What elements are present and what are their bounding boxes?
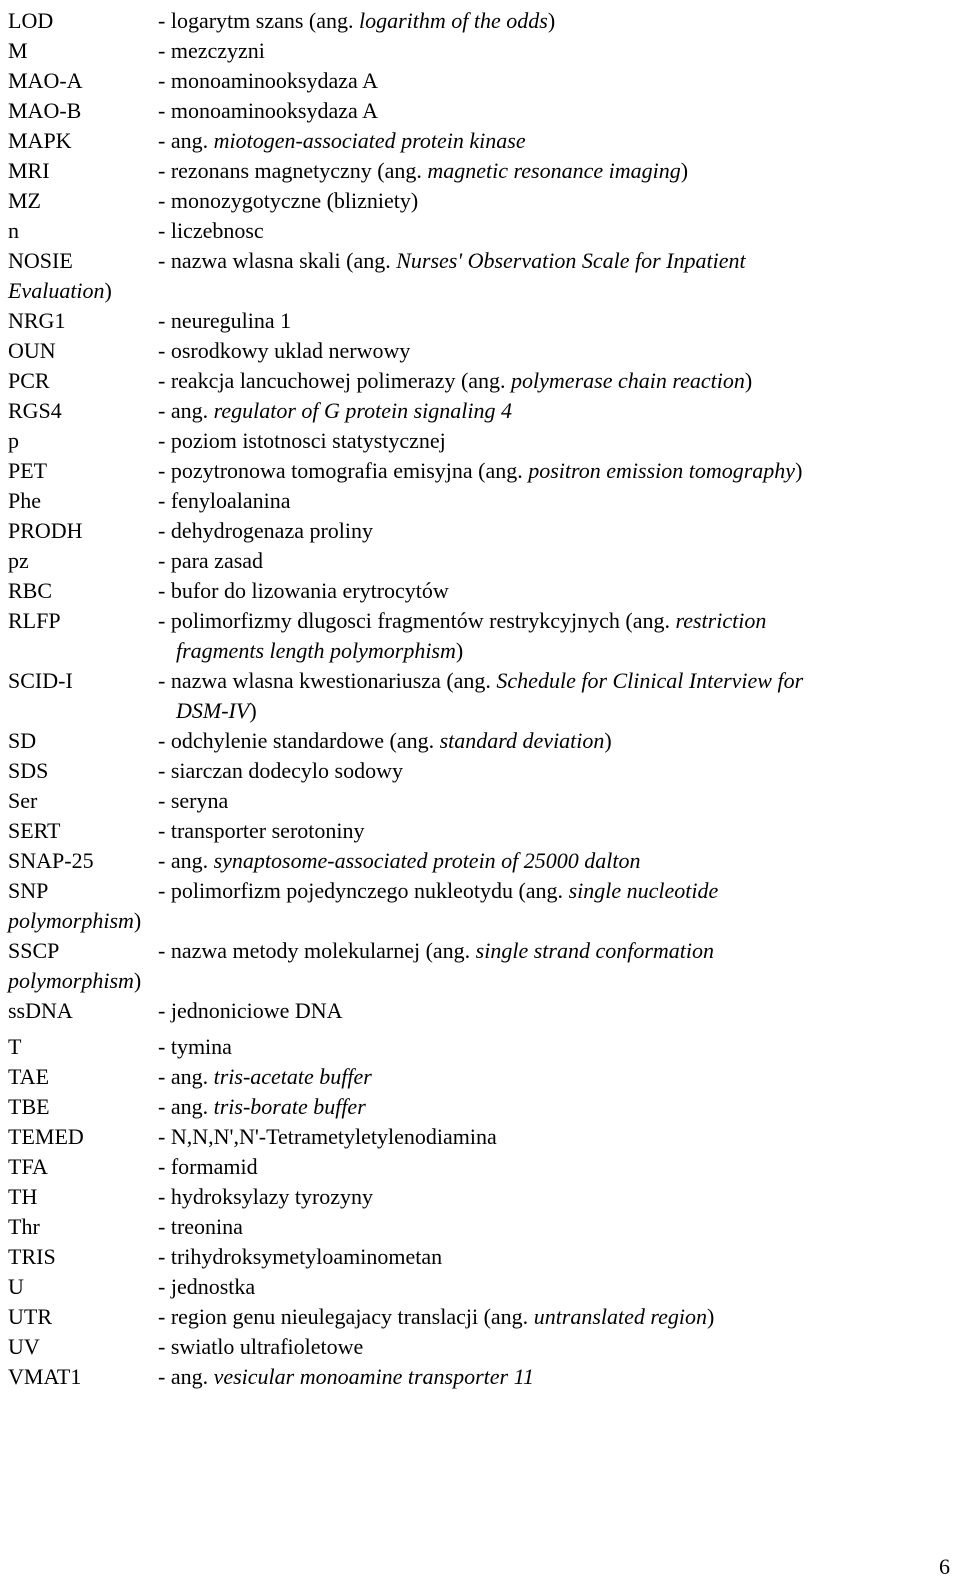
english-term: polymerase chain reaction <box>511 368 745 393</box>
definition-text: - N,N,N',N'-Tetrametyletylenodiamina <box>158 1124 497 1149</box>
definition-text: - ang. <box>158 1094 214 1119</box>
page-number: 6 <box>939 1554 950 1579</box>
abbreviation-definition <box>158 156 688 186</box>
abbreviation-term: TEMED <box>8 1124 84 1149</box>
definition-text: - nazwa wlasna skali (ang. <box>158 248 397 273</box>
definition-text: - neuregulina 1 <box>158 308 292 333</box>
english-term: synaptosome-associated protein of 25000 dalton <box>213 848 641 873</box>
definition-text: - tymina <box>158 1034 232 1059</box>
definition-text: - treonina <box>158 1214 243 1239</box>
definition-text: - dehydrogenaza proliny <box>158 518 374 543</box>
english-term-continued: DSM-IV <box>176 698 250 723</box>
english-term: tris-borate buffer <box>213 1094 366 1119</box>
english-term: regulator of G protein signaling 4 <box>213 398 513 423</box>
definition-text: - nazwa metody molekularnej (ang. <box>158 938 476 963</box>
english-term: standard deviation <box>439 728 605 753</box>
english-term: untranslated region <box>533 1304 708 1329</box>
abbreviation-term: PET <box>8 458 48 483</box>
definition-text: - siarczan dodecylo sodowy <box>158 758 403 783</box>
abbreviation-term: TAE <box>8 1064 50 1089</box>
abbreviation-definition <box>158 336 410 366</box>
abbreviation-definition <box>158 1362 534 1392</box>
closing-paren: ) <box>455 638 464 663</box>
abbreviation-definition <box>158 606 766 636</box>
definition-text: - region genu nieulegajacy translacji (ang. <box>158 1304 534 1329</box>
definition-text: - rezonans magnetyczny (ang. <box>158 158 428 183</box>
definition-text: - polimorfizm pojedynczego nukleotydu (ang. <box>158 878 569 903</box>
definition-text: - monoaminooksydaza A <box>158 98 378 123</box>
english-term-continued: polymorphism <box>8 908 134 933</box>
abbreviation-term: RBC <box>8 578 53 603</box>
definition-continuation <box>8 906 141 936</box>
english-term: miotogen-associated protein kinase <box>213 128 526 153</box>
abbreviation-term: MAO-A <box>8 68 83 93</box>
definition-text: - monozygotyczne (blizniety) <box>158 188 419 213</box>
abbreviation-definition <box>158 1302 714 1332</box>
abbreviation-definition <box>158 516 373 546</box>
definition-text: - mezczyzni <box>158 38 265 63</box>
abbreviation-term: TH <box>8 1184 38 1209</box>
abbreviation-term: SNP <box>8 878 49 903</box>
definition-text: - formamid <box>158 1154 258 1179</box>
abbreviation-term: PCR <box>8 368 50 393</box>
definition-text: - reakcja lancuchowej polimerazy (ang. <box>158 368 512 393</box>
abbreviation-definition <box>158 96 378 126</box>
definition-text: - hydroksylazy tyrozyny <box>158 1184 374 1209</box>
closing-paren: ) <box>133 968 142 993</box>
abbreviation-definition <box>158 1032 232 1062</box>
abbreviation-definition <box>158 546 263 576</box>
abbreviation-term: NOSIE <box>8 248 73 273</box>
definition-text: - ang. <box>158 1364 214 1389</box>
definition-continuation <box>8 276 112 306</box>
abbreviation-term: U <box>8 1274 24 1299</box>
abbreviation-term: MRI <box>8 158 50 183</box>
definition-continuation <box>8 966 141 996</box>
abbreviation-term: Ser <box>8 788 38 813</box>
english-term: Nurses' Observation Scale for Inpatient <box>396 248 746 273</box>
abbreviation-definition <box>158 126 526 156</box>
english-term: logarithm of the odds <box>359 8 548 33</box>
abbreviation-term: NRG1 <box>8 308 66 333</box>
abbreviation-term: TBE <box>8 1094 50 1119</box>
abbreviation-definition <box>158 66 378 96</box>
abbreviation-term: UTR <box>8 1304 52 1329</box>
abbreviation-term: SCID-I <box>8 668 73 693</box>
abbreviation-term: SNAP-25 <box>8 848 94 873</box>
abbreviation-definition <box>158 1332 363 1362</box>
definition-text: - transporter serotoniny <box>158 818 365 843</box>
definition-text: - bufor do lizowania erytrocytów <box>158 578 449 603</box>
definition-text: - nazwa wlasna kwestionariusza (ang. <box>158 668 497 693</box>
abbreviation-term: VMAT1 <box>8 1364 82 1389</box>
definition-text: - ang. <box>158 1064 214 1089</box>
closing-paren: ) <box>133 908 142 933</box>
definition-text: - ang. <box>158 848 214 873</box>
abbreviation-definition <box>158 816 365 846</box>
english-term: Schedule for Clinical Interview for <box>496 668 804 693</box>
abbreviation-term: SD <box>8 728 37 753</box>
definition-text: - poziom istotnosci statystycznej <box>158 428 446 453</box>
definition-text: - liczebnosc <box>158 218 264 243</box>
abbreviation-definition <box>158 1092 366 1122</box>
abbreviation-term: MAPK <box>8 128 72 153</box>
english-term: vesicular monoamine transporter 11 <box>213 1364 534 1389</box>
abbreviation-definition <box>158 726 612 756</box>
definition-continuation <box>176 696 257 726</box>
definition-text: - pozytronowa tomografia emisyjna (ang. <box>158 458 529 483</box>
definition-continuation <box>176 636 463 666</box>
abbreviation-definition <box>158 996 343 1026</box>
abbreviation-definition <box>158 576 449 606</box>
definition-text: - jednostka <box>158 1274 256 1299</box>
english-term: single nucleotide <box>568 878 719 903</box>
abbreviation-term: PRODH <box>8 518 83 543</box>
abbreviation-term: p <box>8 428 19 453</box>
definition-text: - swiatlo ultrafioletowe <box>158 1334 364 1359</box>
definition-text: - logarytm szans (ang. <box>158 8 359 33</box>
abbreviation-definition <box>158 216 264 246</box>
abbreviation-definition <box>158 846 641 876</box>
closing-paren: ) <box>707 1304 715 1329</box>
abbreviation-definition <box>158 666 803 696</box>
abbreviation-definition <box>158 486 291 516</box>
definition-text: - polimorfizmy dlugosci fragmentów restrykcyjnych (ang. <box>158 608 676 633</box>
abbreviation-term: M <box>8 38 28 63</box>
closing-paren: ) <box>795 458 803 483</box>
abbreviation-definition <box>158 456 802 486</box>
english-term-continued: Evaluation <box>8 278 105 303</box>
closing-paren: ) <box>249 698 257 723</box>
abbreviation-term: pz <box>8 548 29 573</box>
english-term: restriction <box>675 608 767 633</box>
abbreviation-definition <box>158 1062 372 1092</box>
abbreviation-definition <box>158 366 752 396</box>
definition-text: - para zasad <box>158 548 264 573</box>
closing-paren: ) <box>104 278 112 303</box>
abbreviation-term: TFA <box>8 1154 48 1179</box>
abbreviation-term: SERT <box>8 818 61 843</box>
definition-text: - seryna <box>158 788 229 813</box>
closing-paren: ) <box>680 158 689 183</box>
abbreviation-term: SDS <box>8 758 49 783</box>
abbreviation-definition <box>158 876 718 906</box>
closing-paren: ) <box>744 368 753 393</box>
abbreviation-definition <box>158 936 714 966</box>
abbreviation-definition <box>158 186 418 216</box>
abbreviation-term: Phe <box>8 488 41 513</box>
abbreviation-definition <box>158 1212 243 1242</box>
abbreviation-term: RLFP <box>8 608 61 633</box>
abbreviation-definition <box>158 246 746 276</box>
abbreviation-term: n <box>8 218 19 243</box>
abbreviation-definition <box>158 396 512 426</box>
abbreviation-definition <box>158 1152 258 1182</box>
abbreviation-definition <box>158 6 555 36</box>
abbreviation-term: UV <box>8 1334 40 1359</box>
definition-text: - ang. <box>158 398 214 423</box>
abbreviation-definition <box>158 306 291 336</box>
definition-text: - ang. <box>158 128 214 153</box>
closing-paren: ) <box>547 8 556 33</box>
abbreviation-term: SSCP <box>8 938 60 963</box>
definition-text: - jednoniciowe DNA <box>158 998 343 1023</box>
definition-text: - monoaminooksydaza A <box>158 68 378 93</box>
english-term: magnetic resonance imaging <box>427 158 681 183</box>
abbreviation-term: OUN <box>8 338 56 363</box>
abbreviation-definition <box>158 1122 497 1152</box>
definition-text: - odchylenie standardowe (ang. <box>158 728 440 753</box>
abbreviation-definition <box>158 426 446 456</box>
abbreviation-definition <box>158 1242 442 1272</box>
abbreviation-term: T <box>8 1034 22 1059</box>
abbreviation-term: Thr <box>8 1214 40 1239</box>
english-term: positron emission tomography <box>528 458 796 483</box>
closing-paren: ) <box>604 728 612 753</box>
abbreviation-term: MAO-B <box>8 98 82 123</box>
definition-text: - osrodkowy uklad nerwowy <box>158 338 411 363</box>
abbreviation-term: TRIS <box>8 1244 56 1269</box>
abbreviation-definition <box>158 786 228 816</box>
abbreviation-term: RGS4 <box>8 398 62 423</box>
abbreviation-definition <box>158 36 265 66</box>
english-term: single strand conformation <box>475 938 715 963</box>
abbreviation-term: ssDNA <box>8 998 73 1023</box>
english-term-continued: polymorphism <box>8 968 134 993</box>
abbreviation-definition <box>158 1182 373 1212</box>
abbreviation-term: LOD <box>8 8 54 33</box>
english-term: tris-acetate buffer <box>213 1064 372 1089</box>
english-term-continued: fragments length polymorphism <box>176 638 456 663</box>
abbreviation-definition <box>158 1272 255 1302</box>
definition-text: - fenyloalanina <box>158 488 291 513</box>
abbreviation-definition <box>158 756 403 786</box>
abbreviation-term: MZ <box>8 188 41 213</box>
definition-text: - trihydroksymetyloaminometan <box>158 1244 443 1269</box>
